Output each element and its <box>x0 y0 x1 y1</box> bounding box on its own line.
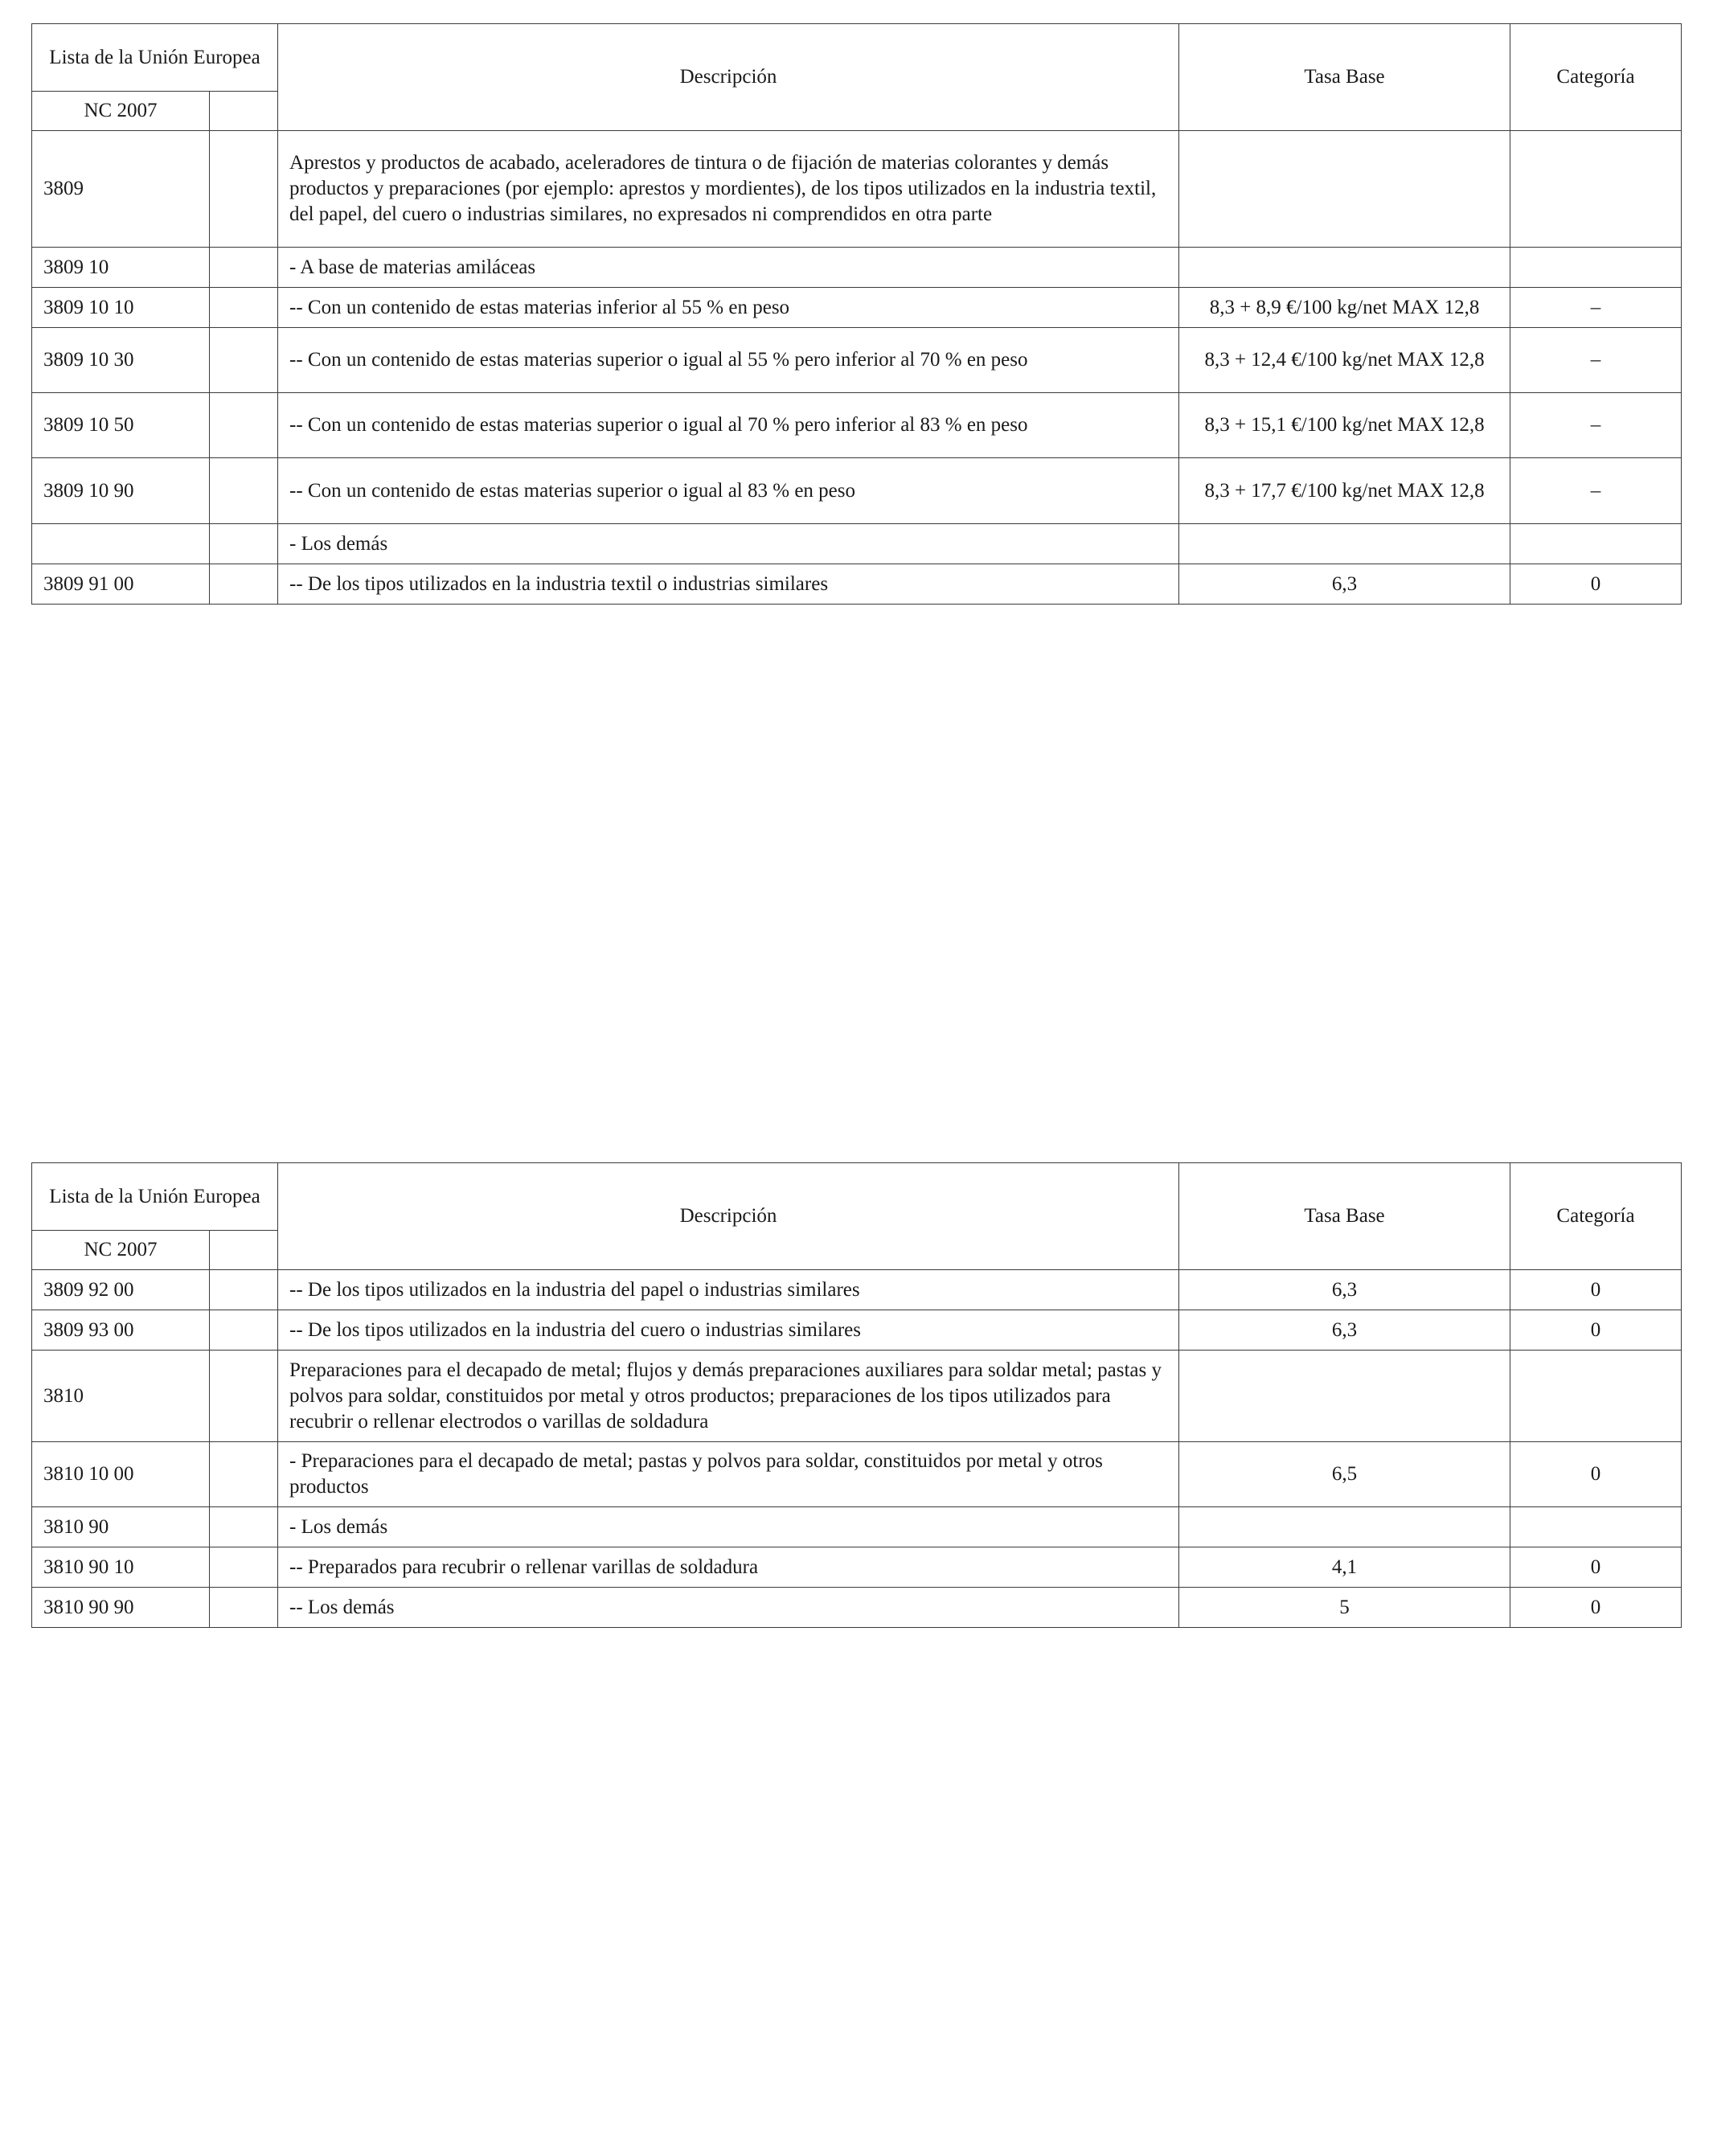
description-cell: -- Con un contenido de estas materias superior o igual al 55 % pero inferior al 70 % en peso <box>278 328 1179 393</box>
table-row <box>32 1547 1682 1588</box>
category-cell: 0 <box>1510 1547 1682 1588</box>
base-rate-cell: 6,5 <box>1179 1442 1510 1507</box>
header-nc: NC 2007 <box>32 92 210 131</box>
blank-cell <box>210 458 278 524</box>
table-row <box>32 248 1682 288</box>
cn-code: 3809 10 10 <box>32 288 210 328</box>
header-list: Lista de la Unión Europea <box>32 24 278 92</box>
table-row <box>32 131 1682 248</box>
tariff-table-2 <box>31 1162 1682 1628</box>
blank-cell <box>210 393 278 458</box>
category-cell: – <box>1510 393 1682 458</box>
description-cell: -- Los demás <box>278 1588 1179 1628</box>
description-cell: Aprestos y productos de acabado, aceleradores de tintura o de fijación de materias colorantes y demás productos y preparaciones (por ejemplo: aprestos y mordientes), de los tipos utilizados en la industria textil, del papel, del cuero o industrias similares, no expresados ni comprendidos en otra parte <box>278 131 1179 248</box>
cn-code: 3809 93 00 <box>32 1310 210 1351</box>
category-cell <box>1510 248 1682 288</box>
base-rate-cell <box>1179 1507 1510 1547</box>
blank-cell <box>210 524 278 564</box>
table-row <box>32 564 1682 605</box>
description-cell: -- De los tipos utilizados en la industria textil o industrias similares <box>278 564 1179 605</box>
table-row <box>32 1588 1682 1628</box>
base-rate-cell: 4,1 <box>1179 1547 1510 1588</box>
header-category: Categoría <box>1510 24 1682 131</box>
base-rate-cell: 6,3 <box>1179 564 1510 605</box>
category-cell: 0 <box>1510 1588 1682 1628</box>
base-rate-cell: 6,3 <box>1179 1270 1510 1310</box>
category-cell: – <box>1510 458 1682 524</box>
blank-cell <box>210 1270 278 1310</box>
description-cell: -- Con un contenido de estas materias superior o igual al 70 % pero inferior al 83 % en peso <box>278 393 1179 458</box>
description-cell: - A base de materias amiláceas <box>278 248 1179 288</box>
cn-code: 3809 92 00 <box>32 1270 210 1310</box>
category-cell: 0 <box>1510 564 1682 605</box>
base-rate-cell: 5 <box>1179 1588 1510 1628</box>
cn-code: 3810 90 10 <box>32 1547 210 1588</box>
header-nc: NC 2007 <box>32 1231 210 1270</box>
table-row <box>32 1310 1682 1351</box>
blank-cell <box>210 288 278 328</box>
header-row <box>32 24 1682 92</box>
base-rate-cell: 8,3 + 17,7 €/100 kg/net MAX 12,8 <box>1179 458 1510 524</box>
cn-code: 3809 <box>32 131 210 248</box>
cn-code <box>32 524 210 564</box>
header-blank <box>210 1231 278 1270</box>
category-cell: – <box>1510 328 1682 393</box>
cn-code: 3809 10 30 <box>32 328 210 393</box>
base-rate-cell <box>1179 248 1510 288</box>
category-cell <box>1510 131 1682 248</box>
header-row <box>32 1163 1682 1231</box>
header-base-rate: Tasa Base <box>1179 24 1510 131</box>
description-cell: -- Con un contenido de estas materias superior o igual al 83 % en peso <box>278 458 1179 524</box>
cn-code: 3809 10 <box>32 248 210 288</box>
table-row <box>32 458 1682 524</box>
description-cell: -- De los tipos utilizados en la industria del papel o industrias similares <box>278 1270 1179 1310</box>
cn-code: 3810 90 <box>32 1507 210 1547</box>
blank-cell <box>210 328 278 393</box>
base-rate-cell: 8,3 + 8,9 €/100 kg/net MAX 12,8 <box>1179 288 1510 328</box>
blank-cell <box>210 1442 278 1507</box>
table-row <box>32 1442 1682 1507</box>
base-rate-cell <box>1179 524 1510 564</box>
header-description: Descripción <box>278 24 1179 131</box>
header-base-rate: Tasa Base <box>1179 1163 1510 1270</box>
description-cell: - Preparaciones para el decapado de metal; pastas y polvos para soldar, constituidos por metal y otros productos <box>278 1442 1179 1507</box>
description-cell: - Los demás <box>278 524 1179 564</box>
category-cell: 0 <box>1510 1442 1682 1507</box>
blank-cell <box>210 1588 278 1628</box>
header-category: Categoría <box>1510 1163 1682 1270</box>
table-row <box>32 328 1682 393</box>
header-list: Lista de la Unión Europea <box>32 1163 278 1231</box>
category-cell: 0 <box>1510 1310 1682 1351</box>
header-blank <box>210 92 278 131</box>
table-row <box>32 393 1682 458</box>
category-cell: – <box>1510 288 1682 328</box>
description-cell: - Los demás <box>278 1507 1179 1547</box>
table-row <box>32 288 1682 328</box>
cn-code: 3810 <box>32 1351 210 1442</box>
category-cell <box>1510 524 1682 564</box>
cn-code: 3810 90 90 <box>32 1588 210 1628</box>
blank-cell <box>210 1351 278 1442</box>
table-row <box>32 1270 1682 1310</box>
cn-code: 3809 91 00 <box>32 564 210 605</box>
header-description: Descripción <box>278 1163 1179 1270</box>
blank-cell <box>210 248 278 288</box>
table-row <box>32 524 1682 564</box>
description-cell: -- Preparados para recubrir o rellenar varillas de soldadura <box>278 1547 1179 1588</box>
description-cell: -- Con un contenido de estas materias inferior al 55 % en peso <box>278 288 1179 328</box>
description-cell: -- De los tipos utilizados en la industria del cuero o industrias similares <box>278 1310 1179 1351</box>
base-rate-cell <box>1179 131 1510 248</box>
category-cell <box>1510 1351 1682 1442</box>
table-row <box>32 1351 1682 1442</box>
category-cell: 0 <box>1510 1270 1682 1310</box>
blank-cell <box>210 1310 278 1351</box>
base-rate-cell <box>1179 1351 1510 1442</box>
table-row <box>32 1507 1682 1547</box>
base-rate-cell: 8,3 + 15,1 €/100 kg/net MAX 12,8 <box>1179 393 1510 458</box>
blank-cell <box>210 564 278 605</box>
cn-code: 3809 10 90 <box>32 458 210 524</box>
blank-cell <box>210 131 278 248</box>
description-cell: Preparaciones para el decapado de metal; flujos y demás preparaciones auxiliares para soldar metal; pastas y polvos para soldar, constituidos por metal y otros productos; preparaciones de los tipos utilizados para recubrir o rellenar electrodos o varillas de soldadura <box>278 1351 1179 1442</box>
category-cell <box>1510 1507 1682 1547</box>
base-rate-cell: 6,3 <box>1179 1310 1510 1351</box>
blank-cell <box>210 1507 278 1547</box>
cn-code: 3809 10 50 <box>32 393 210 458</box>
blank-cell <box>210 1547 278 1588</box>
base-rate-cell: 8,3 + 12,4 €/100 kg/net MAX 12,8 <box>1179 328 1510 393</box>
cn-code: 3810 10 00 <box>32 1442 210 1507</box>
tariff-table-1 <box>31 23 1682 605</box>
